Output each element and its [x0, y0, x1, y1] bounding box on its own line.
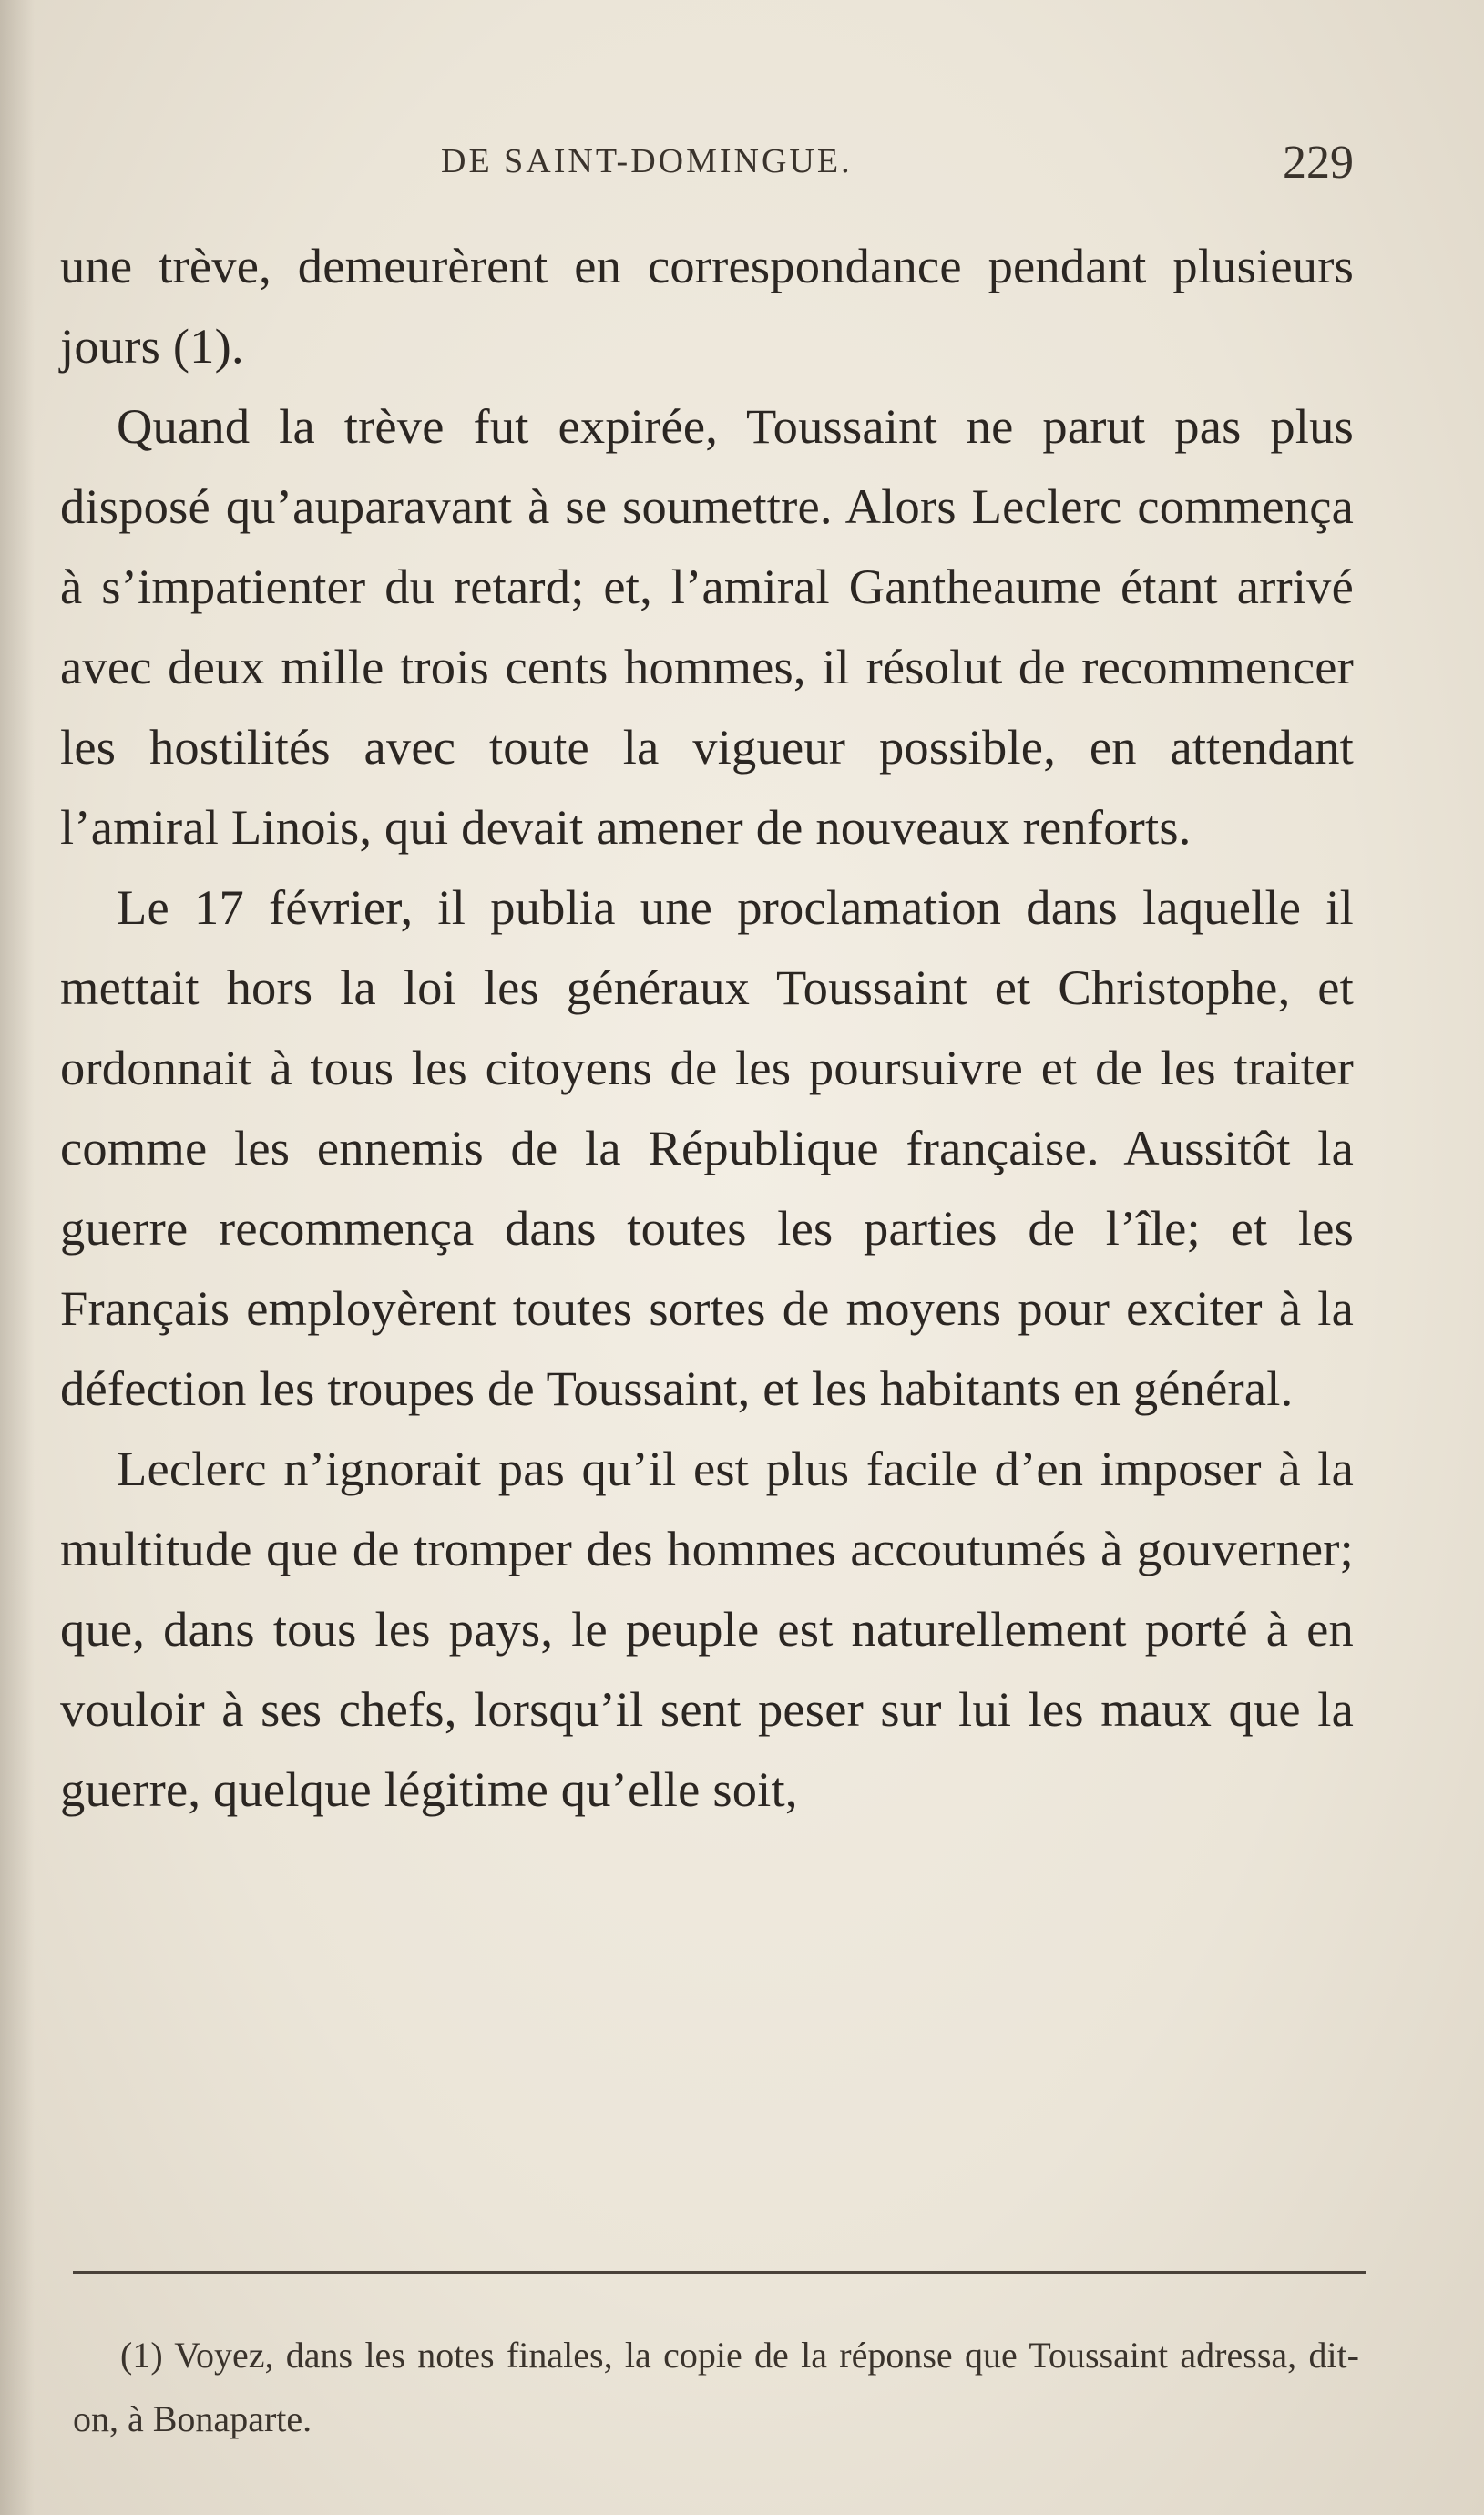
body-text	[60, 226, 1354, 1830]
running-title: DE SAINT-DOMINGUE.	[441, 142, 853, 180]
paragraph: Quand la trève fut expirée, Toussaint ne parut pas plus disposé qu’auparavant à se soumettre. Alors Leclerc commença à s’impatienter du retard; et, l’amiral Gantheaume étant arrivé avec deux mille trois cents hommes, il résolut de recommencer les hostilités avec toute la vigueur possible, en attendant l’amiral Linois, qui devait amener de nouveaux renforts.	[60, 398, 1354, 855]
paragraph: Le 17 février, il publia une proclamation dans laquelle il mettait hors la loi les généraux Toussaint et Christophe, et ordonnait à tous les citoyens de les poursuivre et de les traiter comme les ennemis de la République française. Aussitôt la guerre recommença dans toutes les parties de l’île; et les Français employèrent toutes sortes de moyens pour exciter à la défection les troupes de Toussaint, et les habitants en général.	[60, 879, 1354, 1416]
page-header	[60, 137, 1354, 205]
paragraph: Leclerc n’ignorait pas qu’il est plus facile d’en imposer à la multitude que de tromper des hommes accoutumés à gouverner; que, dans tous les pays, le peuple est naturellement porté à en vouloir à ses chefs, lorsqu’il sent peser sur lui les maux que la guerre, quelque légitime qu’elle soit,	[60, 1441, 1354, 1817]
paragraph-continuation: une trève, demeurèrent en correspondance pendant plusieurs jours (1).	[60, 238, 1354, 374]
gutter-shadow	[0, 0, 35, 2515]
page-number: 229	[1283, 137, 1354, 189]
footnote: (1) Voyez, dans les notes finales, la copie de la réponse que Toussaint adressa, dit-on, à Bonaparte.	[73, 2335, 1359, 2439]
footnote-rule	[73, 2271, 1366, 2274]
